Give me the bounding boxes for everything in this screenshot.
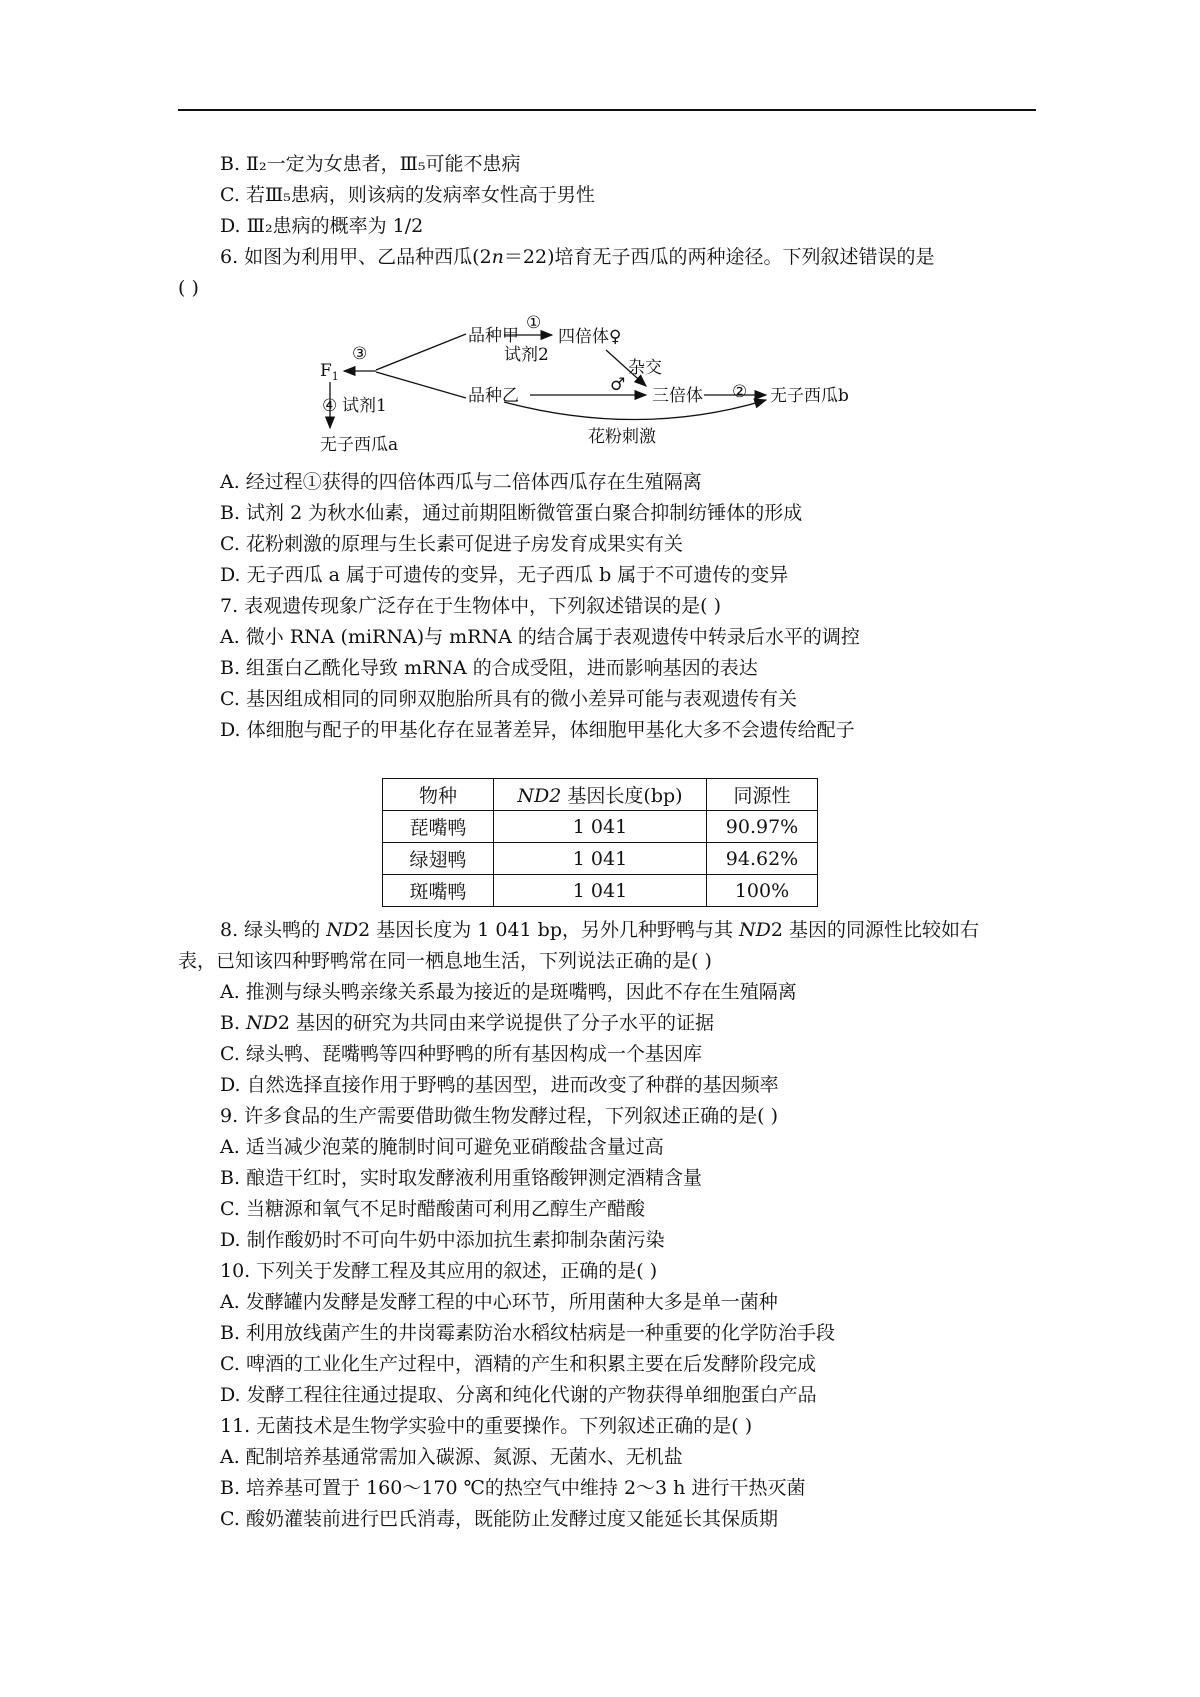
q10-option-d: D. 发酵工程往往通过提取、分离和纯化代谢的产物获得单细胞蛋白产品 bbox=[220, 1384, 817, 1406]
q5-option-d: D. Ⅲ₂患病的概率为 1/2 bbox=[220, 215, 424, 237]
diagram-seedless-a: 无子西瓜a bbox=[320, 435, 399, 455]
q7-option-a: A. 微小 RNA (miRNA)与 mRNA 的结合属于表观遗传中转录后水平的调控 bbox=[220, 626, 860, 648]
q6-watermelon-diagram bbox=[320, 310, 940, 460]
table-row bbox=[383, 875, 818, 907]
q9-option-c: C. 当糖源和氧气不足时醋酸菌可利用乙醇生产醋酸 bbox=[220, 1198, 645, 1220]
table-cell: 1 041 bbox=[494, 811, 707, 843]
q6-answer-paren: ( ) bbox=[178, 277, 199, 299]
diagram-male-symbol: ♂ bbox=[610, 375, 626, 395]
diagram-branch-lower bbox=[376, 372, 466, 398]
table-header-homology: 同源性 bbox=[707, 779, 818, 811]
q5-option-b: B. Ⅱ₂一定为女患者，Ⅲ₅可能不患病 bbox=[220, 153, 521, 175]
q11-option-b: B. 培养基可置于 160～170 ℃的热空气中维持 2～3 h 进行干热灭菌 bbox=[220, 1477, 806, 1499]
table-cell: 斑嘴鸭 bbox=[383, 875, 494, 907]
table-row bbox=[383, 811, 818, 843]
table-cell: 100% bbox=[707, 875, 818, 907]
table-row bbox=[383, 843, 818, 875]
diagram-tetraploid: 四倍体♀ bbox=[558, 327, 622, 347]
q9-option-d: D. 制作酸奶时不可向牛奶中添加抗生素抑制杂菌污染 bbox=[220, 1229, 665, 1251]
diagram-variety-jia: 品种甲 bbox=[468, 326, 519, 346]
q8-option-a: A. 推测与绿头鸭亲缘关系最为接近的是斑嘴鸭，因此不存在生殖隔离 bbox=[220, 981, 797, 1003]
table-cell: 90.97% bbox=[707, 811, 818, 843]
diagram-f1: $F_1$ bbox=[320, 361, 339, 383]
q6-option-c: C. 花粉刺激的原理与生长素可促进子房发育成果实有关 bbox=[220, 533, 683, 555]
q6-option-a: A. 经过程①获得的四倍体西瓜与二倍体西瓜存在生殖隔离 bbox=[220, 471, 702, 493]
q8-option-c: C. 绿头鸭、琵嘴鸭等四种野鸭的所有基因构成一个基因库 bbox=[220, 1043, 702, 1065]
table-cell: 绿翅鸭 bbox=[383, 843, 494, 875]
nd2-homology-table bbox=[382, 778, 818, 907]
table-cell: 94.62% bbox=[707, 843, 818, 875]
q7-stem: 7. 表观遗传现象广泛存在于生物体中，下列叙述错误的是( ) bbox=[220, 595, 722, 617]
table-header-row bbox=[383, 779, 818, 811]
table-cell: 1 041 bbox=[494, 875, 707, 907]
q9-stem: 9. 许多食品的生产需要借助微生物发酵过程，下列叙述正确的是( ) bbox=[220, 1105, 779, 1127]
diagram-circle-1: ① bbox=[526, 313, 542, 333]
q6-stem: 6. 如图为利用甲、乙品种西瓜(2n＝22)培育无子西瓜的两种途径。下列叙述错误的是 bbox=[220, 246, 935, 268]
table-header-species: 物种 bbox=[383, 779, 494, 811]
table-header-gene-length: ND2 基因长度(bp) bbox=[494, 779, 707, 811]
diagram-branch-upper bbox=[376, 334, 466, 370]
diagram-circle-4: ④ bbox=[322, 396, 338, 416]
q10-option-c: C. 啤酒的工业化生产过程中，酒精的产生和积累主要在后发酵阶段完成 bbox=[220, 1353, 816, 1375]
table-cell: 琵嘴鸭 bbox=[383, 811, 494, 843]
diagram-variety-yi: 品种乙 bbox=[468, 386, 519, 406]
q8-stem-line1: 8. 绿头鸭的 ND2 基因长度为 1 041 bp，另外几种野鸭与其 ND2 基因的同源性比较如右 bbox=[220, 919, 980, 941]
q10-option-b: B. 利用放线菌产生的井岗霉素防治水稻纹枯病是一种重要的化学防治手段 bbox=[220, 1322, 836, 1344]
diagram-circle-3: ③ bbox=[352, 344, 368, 364]
q7-option-d: D. 体细胞与配子的甲基化存在显著差异，体细胞甲基化大多不会遗传给配子 bbox=[220, 719, 855, 741]
q5-option-c: C. 若Ⅲ₅患病，则该病的发病率女性高于男性 bbox=[220, 184, 595, 206]
q11-stem: 11. 无菌技术是生物学实验中的重要操作。下列叙述正确的是( ) bbox=[220, 1415, 753, 1437]
table-cell: 1 041 bbox=[494, 843, 707, 875]
q8-option-b: B. ND2 基因的研究为共同由来学说提供了分子水平的证据 bbox=[220, 1012, 715, 1034]
q11-option-a: A. 配制培养基通常需加入碳源、氮源、无菌水、无机盐 bbox=[220, 1446, 683, 1468]
q10-stem: 10. 下列关于发酵工程及其应用的叙述，正确的是( ) bbox=[220, 1260, 658, 1282]
diagram-reagent-1: 试剂1 bbox=[342, 396, 387, 416]
q6-option-d: D. 无子西瓜 a 属于可遗传的变异，无子西瓜 b 属于不可遗传的变异 bbox=[220, 564, 789, 586]
diagram-circle-2: ② bbox=[732, 382, 748, 402]
q11-option-c: C. 酸奶灌装前进行巴氏消毒，既能防止发酵过度又能延长其保质期 bbox=[220, 1508, 778, 1530]
q7-option-b: B. 组蛋白乙酰化导致 mRNA 的合成受阻，进而影响基因的表达 bbox=[220, 657, 758, 679]
diagram-seedless-b: 无子西瓜b bbox=[770, 386, 849, 406]
q9-option-a: A. 适当减少泡菜的腌制时间可避免亚硝酸盐含量过高 bbox=[220, 1136, 664, 1158]
q10-option-a: A. 发酵罐内发酵是发酵工程的中心环节，所用菌种大多是单一菌种 bbox=[220, 1291, 778, 1313]
diagram-arrow-pollen bbox=[504, 400, 766, 420]
q6-option-b: B. 试剂 2 为秋水仙素，通过前期阻断微管蛋白聚合抑制纺锤体的形成 bbox=[220, 502, 803, 524]
q7-option-c: C. 基因组成相同的同卵双胞胎所具有的微小差异可能与表观遗传有关 bbox=[220, 688, 797, 710]
q8-option-d: D. 自然选择直接作用于野鸭的基因型，进而改变了种群的基因频率 bbox=[220, 1074, 779, 1096]
diagram-cross: 杂交 bbox=[628, 358, 662, 378]
header-rule bbox=[178, 109, 1036, 111]
diagram-reagent-2: 试剂2 bbox=[504, 345, 549, 365]
q9-option-b: B. 酿造干红时，实时取发酵液利用重铬酸钾测定酒精含量 bbox=[220, 1167, 703, 1189]
diagram-triploid: 三倍体 bbox=[652, 386, 703, 406]
diagram-pollen-stimulation: 花粉刺激 bbox=[588, 427, 656, 447]
q8-stem-line2: 表，已知该四种野鸭常在同一栖息地生活，下列说法正确的是( ) bbox=[178, 950, 712, 972]
